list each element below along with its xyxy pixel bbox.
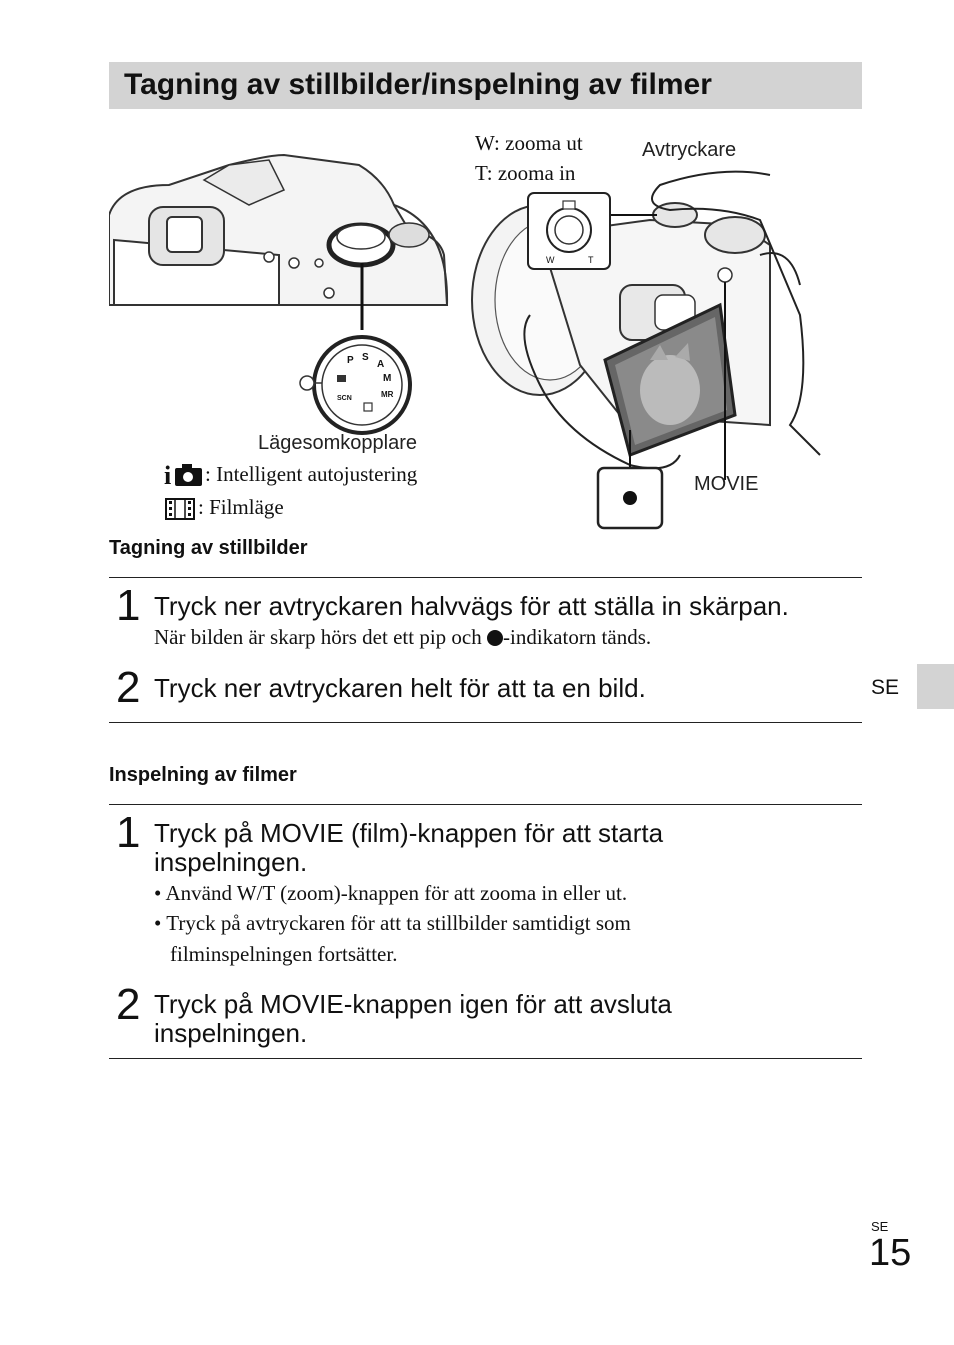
step-text: Tryck ner avtryckaren helt för att ta en bild. (154, 673, 646, 703)
zoom-w-letter: W (546, 255, 555, 265)
divider (109, 804, 862, 805)
side-tab (917, 664, 954, 709)
movie-mode-icon (164, 496, 198, 522)
mode-switch-label: Lägesomkopplare (258, 432, 417, 454)
dial-mr: MR (381, 390, 394, 399)
divider (109, 722, 862, 723)
step-text-line1: Tryck på MOVIE-knappen igen för att avsluta (154, 989, 672, 1019)
bullet-text: Tryck på avtryckaren för att ta stillbilder samtidigt som (166, 911, 631, 935)
dial-m: M (383, 373, 392, 384)
movie-button-label: MOVIE (694, 473, 759, 495)
page-number: 15 (869, 1232, 912, 1274)
dial-p: P (347, 355, 354, 366)
page-title: Tagning av stillbilder/inspelning av filmer (124, 68, 712, 101)
zoom-t-label: T: zooma in (475, 161, 576, 185)
step-text-line1: Tryck på MOVIE (film)-knappen för att starta (154, 818, 664, 848)
bullet-continuation: filminspelningen fortsätter. (170, 942, 398, 966)
camera-top-illustration (109, 145, 454, 475)
bullet-item: • Använd W/T (zoom)-knappen för att zooma in eller ut. (154, 881, 628, 905)
svg-text:i: i (164, 461, 172, 488)
legend-auto-label: : Intelligent autojustering (205, 462, 418, 486)
note-text-after: -indikatorn tänds. (503, 625, 652, 649)
step-text-line2: inspelningen. (154, 1018, 308, 1048)
step-text-line2: inspelningen. (154, 847, 308, 877)
shutter-label: Avtryckare (642, 139, 737, 161)
bullet-item: • Tryck på avtryckaren för att ta stillbilder samtidigt som (154, 911, 631, 935)
dial-a: A (377, 359, 385, 370)
intelligent-auto-icon (164, 460, 204, 488)
step-number: 2 (116, 980, 141, 1029)
step-number: 1 (116, 581, 141, 630)
dial-s: S (362, 352, 369, 363)
dial-scn: SCN (337, 395, 352, 402)
divider (109, 1058, 862, 1059)
step-number: 2 (116, 663, 141, 712)
bullet-text: Använd W/T (zoom)-knappen för att zooma in eller ut. (165, 881, 628, 905)
zoom-w-label: W: zooma ut (475, 131, 583, 155)
legend-movie-label: : Filmläge (198, 495, 284, 519)
page-lang: SE (871, 1219, 889, 1234)
zoom-t-letter: T (588, 255, 594, 265)
step-note (154, 622, 651, 652)
note-text-before: När bilden är skarp hörs det ett pip och (154, 625, 487, 649)
side-tab-label: SE (871, 676, 900, 699)
divider (109, 577, 862, 578)
step-number: 1 (116, 808, 141, 857)
focus-indicator-icon (487, 630, 503, 646)
stills-heading: Tagning av stillbilder (109, 537, 308, 559)
camera-hands-illustration (470, 165, 830, 535)
step-text: Tryck ner avtryckaren halvvägs för att ställa in skärpan. (154, 591, 789, 621)
movies-heading: Inspelning av filmer (109, 764, 297, 786)
